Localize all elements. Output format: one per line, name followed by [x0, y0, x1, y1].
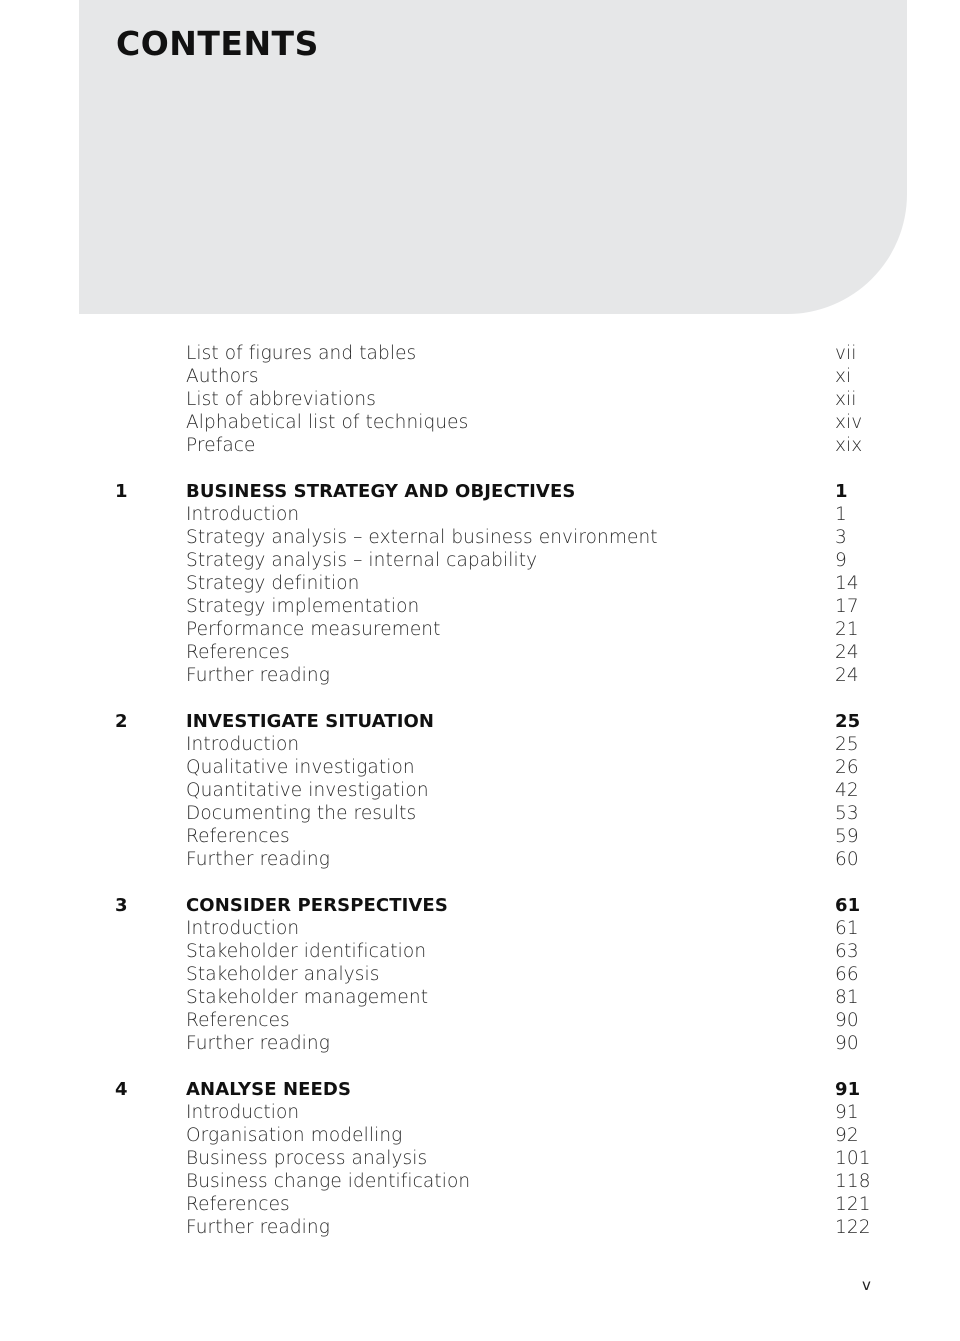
entry-page: 90	[835, 1033, 859, 1054]
entry-page: 66	[835, 964, 859, 985]
entry-label: Business change identification	[186, 1171, 471, 1192]
entry-page: 121	[835, 1194, 871, 1215]
entry-page: xiv	[835, 412, 863, 433]
entry-label: Preface	[186, 435, 256, 456]
entry-page: 42	[835, 780, 859, 801]
entry-label: Further reading	[186, 665, 330, 686]
chapter-page: 91	[835, 1079, 861, 1100]
entry-label: Business process analysis	[186, 1148, 428, 1169]
entry-label: Further reading	[186, 1033, 330, 1054]
entry-label: Further reading	[186, 1217, 330, 1238]
toc-entry	[0, 1124, 960, 1147]
section-spacer	[0, 687, 960, 710]
entry-label: Authors	[186, 366, 259, 387]
entry-page: 26	[835, 757, 859, 778]
toc-entry	[0, 917, 960, 940]
entry-page: xii	[835, 389, 857, 410]
chapter-heading	[0, 480, 960, 503]
section-spacer	[0, 457, 960, 480]
entry-label: References	[186, 1010, 290, 1031]
toc-entry	[0, 825, 960, 848]
chapter-number: 2	[115, 711, 128, 732]
entry-page: 92	[835, 1125, 859, 1146]
entry-label: Stakeholder identification	[186, 941, 427, 962]
entry-page: 25	[835, 734, 859, 755]
entry-label: Introduction	[186, 734, 300, 755]
entry-page: 24	[835, 642, 859, 663]
toc-entry	[0, 756, 960, 779]
entry-page: 53	[835, 803, 859, 824]
entry-page: xi	[835, 366, 852, 387]
chapter-heading	[0, 894, 960, 917]
entry-label: Quantitative investigation	[186, 780, 429, 801]
entry-label: Introduction	[186, 1102, 300, 1123]
toc-entry	[0, 848, 960, 871]
chapter-section	[0, 1078, 960, 1239]
toc-entry	[0, 1101, 960, 1124]
chapter-page: 1	[835, 481, 848, 502]
front-matter-item	[0, 411, 960, 434]
toc-entry	[0, 963, 960, 986]
chapter-number: 1	[115, 481, 128, 502]
toc-entry	[0, 503, 960, 526]
toc-entry	[0, 1032, 960, 1055]
entry-label: Stakeholder analysis	[186, 964, 380, 985]
front-matter-item	[0, 365, 960, 388]
chapter-number: 3	[115, 895, 128, 916]
entry-label: References	[186, 1194, 290, 1215]
toc-entry	[0, 1170, 960, 1193]
entry-label: Qualitative investigation	[186, 757, 415, 778]
front-matter-item	[0, 434, 960, 457]
entry-label: Strategy definition	[186, 573, 360, 594]
entry-page: xix	[835, 435, 863, 456]
entry-page: 63	[835, 941, 859, 962]
chapter-section	[0, 710, 960, 871]
table-of-contents	[0, 342, 960, 1239]
entry-label: List of abbreviations	[186, 389, 376, 410]
entry-label: Organisation modelling	[186, 1125, 403, 1146]
entry-label: Introduction	[186, 504, 300, 525]
entry-page: 21	[835, 619, 859, 640]
toc-entry	[0, 641, 960, 664]
entry-label: Documenting the results	[186, 803, 417, 824]
section-spacer	[0, 1055, 960, 1078]
chapter-page: 61	[835, 895, 861, 916]
toc-entry	[0, 664, 960, 687]
entry-page: 60	[835, 849, 859, 870]
chapter-section	[0, 480, 960, 687]
chapter-title: ANALYSE NEEDS	[186, 1079, 352, 1100]
toc-entry	[0, 549, 960, 572]
toc-entry	[0, 1009, 960, 1032]
toc-entry	[0, 618, 960, 641]
chapter-list	[0, 457, 960, 1239]
toc-entry	[0, 572, 960, 595]
chapter-heading	[0, 710, 960, 733]
entry-label: Introduction	[186, 918, 300, 939]
entry-label: Performance measurement	[186, 619, 441, 640]
entry-label: Further reading	[186, 849, 330, 870]
toc-entry	[0, 733, 960, 756]
entry-page: 91	[835, 1102, 859, 1123]
entry-page: 81	[835, 987, 859, 1008]
toc-entry	[0, 595, 960, 618]
entry-page: 24	[835, 665, 859, 686]
chapter-title: INVESTIGATE SITUATION	[186, 711, 435, 732]
chapter-section	[0, 894, 960, 1055]
entry-page: 9	[835, 550, 847, 571]
entry-label: Alphabetical list of techniques	[186, 412, 469, 433]
entry-page: 1	[835, 504, 847, 525]
toc-entry	[0, 940, 960, 963]
entry-page: 118	[835, 1171, 871, 1192]
entry-label: Strategy implementation	[186, 596, 420, 617]
entry-label: References	[186, 826, 290, 847]
entry-page: 3	[835, 527, 847, 548]
front-matter-item	[0, 342, 960, 365]
toc-entry	[0, 802, 960, 825]
toc-entry	[0, 779, 960, 802]
entry-label: References	[186, 642, 290, 663]
toc-entry	[0, 986, 960, 1009]
page-title: CONTENTS	[116, 24, 319, 63]
front-matter-list	[0, 342, 960, 457]
entry-label: List of figures and tables	[186, 343, 417, 364]
entry-page: 14	[835, 573, 859, 594]
chapter-heading	[0, 1078, 960, 1101]
entry-page: 122	[835, 1217, 871, 1238]
entry-label: Strategy analysis – external business environment	[186, 527, 658, 548]
front-matter-item	[0, 388, 960, 411]
toc-entry	[0, 1216, 960, 1239]
chapter-title: BUSINESS STRATEGY AND OBJECTIVES	[186, 481, 576, 502]
entry-page: 101	[835, 1148, 871, 1169]
chapter-number: 4	[115, 1079, 128, 1100]
toc-entry	[0, 1193, 960, 1216]
entry-page: 59	[835, 826, 859, 847]
entry-page: vii	[835, 343, 857, 364]
entry-page: 90	[835, 1010, 859, 1031]
entry-label: Stakeholder management	[186, 987, 429, 1008]
entry-label: Strategy analysis – internal capability	[186, 550, 538, 571]
toc-entry	[0, 1147, 960, 1170]
chapter-title: CONSIDER PERSPECTIVES	[186, 895, 448, 916]
entry-page: 61	[835, 918, 859, 939]
page-number: v	[862, 1276, 871, 1294]
section-spacer	[0, 871, 960, 894]
entry-page: 17	[835, 596, 859, 617]
toc-entry	[0, 526, 960, 549]
chapter-page: 25	[835, 711, 861, 732]
